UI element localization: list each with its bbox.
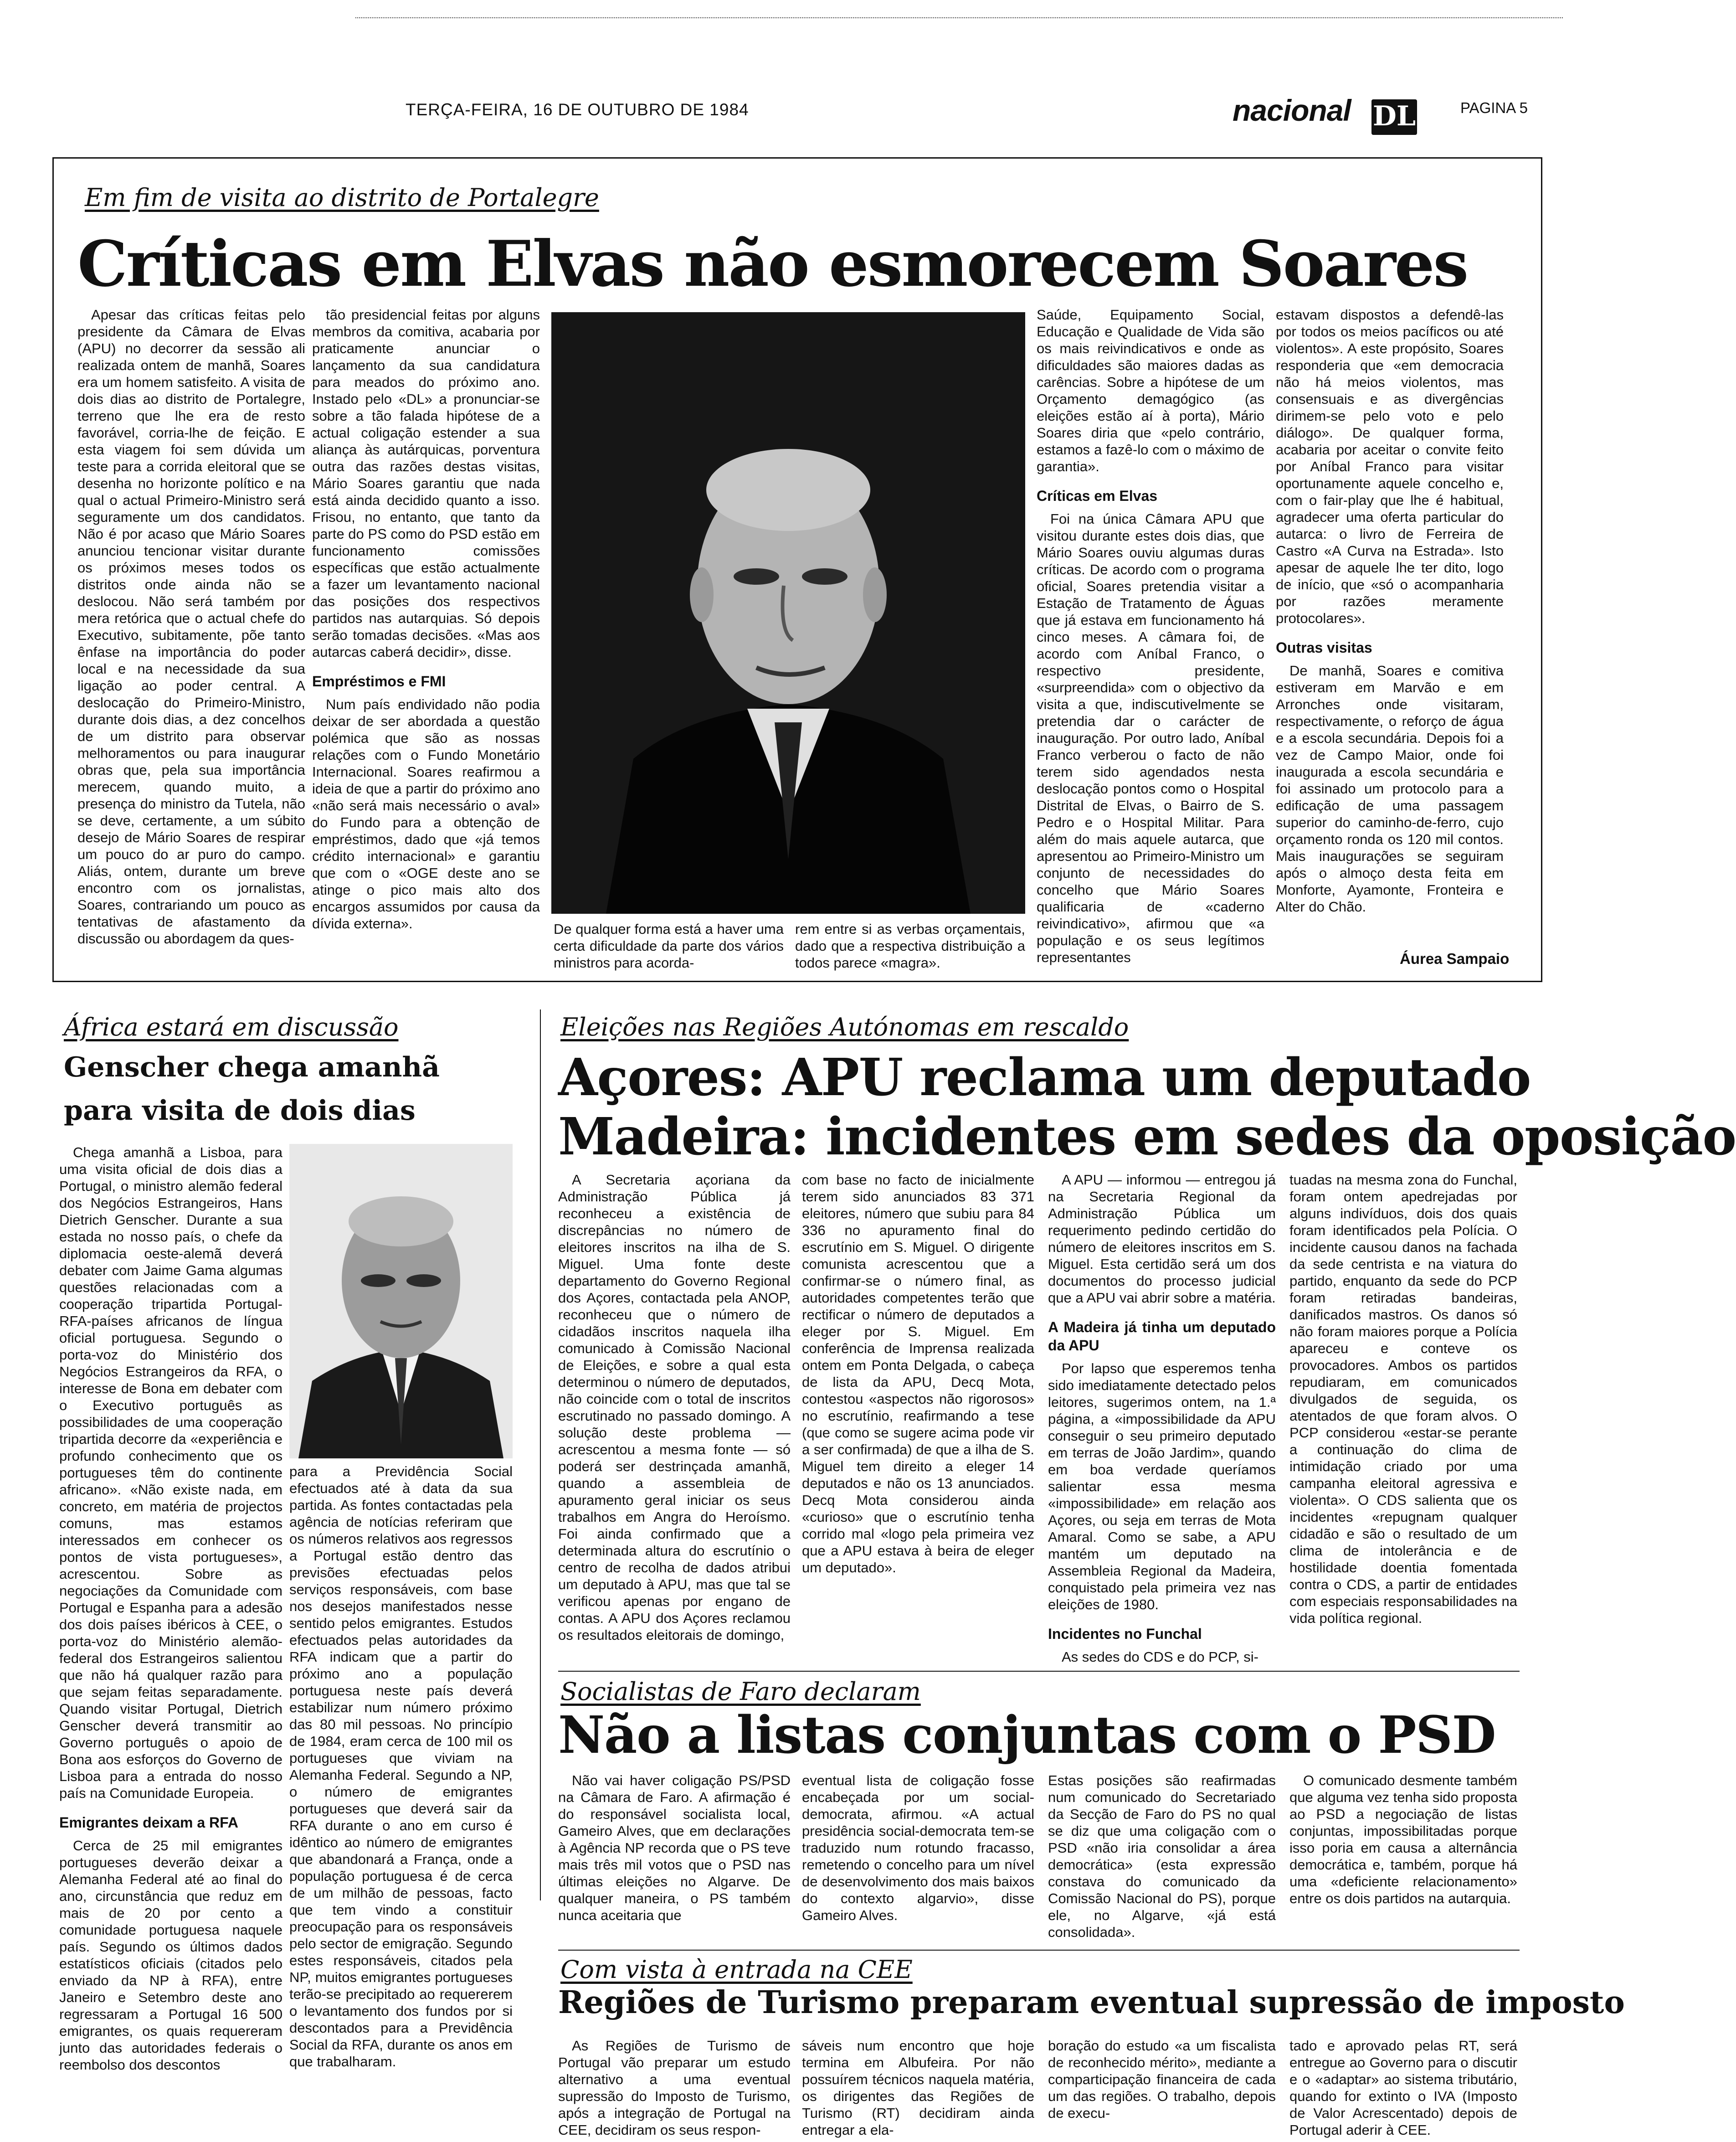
article-column <box>802 2037 1034 2140</box>
article-headline: Açores: APU reclama um deputado <box>558 1048 1531 1107</box>
article-column <box>1048 2037 1276 2140</box>
article-paragraph: Por lapso que esperemos tenha sido imediatamente detectado pelos leitores, sugerimos ontem, na 1.ª página, a «impossibilidade da APU conseguir o seu primeiro deputado em terras de João Jardim», quando em boa verdade queríamos salientar essa mesma «impossibilidade» em relação aos Açores, ou seja em terras de Mota Amaral. Como se sabe, a APU mantém um deputado na Assembleia Regional da Madeira, conquistado pela primeira vez nas eleições de 1980. <box>1048 1360 1276 1612</box>
article-headline: Críticas em Elvas não esmorecem Soares <box>77 227 1468 301</box>
article-column <box>1048 1171 1276 1700</box>
photo-caption-text <box>795 921 1025 975</box>
article-paragraph: estavam dispostos a defendê-las por todos os meios pacíficos ou até violentos». A este propósito, Soares responderia que «em democracia não há meios violentos, mas consensuais e as divergências dirimem-se pelo voto e pelo diálogo». De qualquer forma, acabaria por aceitar o convite feito por Aníbal Franco para visitar oportunamente aquele concelho e, com o fair-play que lhe é habitual, agradecer uma oferta particular do autarca: o livro de Ferreira de Castro «A Curva na Estrada». Isto apesar de aquele lhe ter dito, logo de início, que «só o acompanharia por razões meramente protocolares». <box>1276 307 1504 626</box>
subheading: Críticas em Elvas <box>1037 488 1158 504</box>
article-column <box>558 1772 791 1945</box>
article-paragraph: A Secretaria açoriana da Administração Pública já reconheceu a existência de discrepâncias no número de eleitores inscritos na ilha de S. Miguel. Uma fonte deste departamento do Governo Regional dos Açores, contactada pela ANOP, reconheceu que o número de cidadãos inscritos naquela ilha comunicado à Comissão Nacional de Eleições, e sobre a qual esta determinou o número de deputados, não coincide com o total de inscritos escrutinado no passado domingo. A solução deste problema — acrescentou a mesma fonte — só poderá ser destrinçada amanhã, quando a assembleia de apuramento geral iniciar os seus trabalhos em Angra do Heroísmo. Foi ainda confirmado que a determinada altura do escrutínio o centro de recolha de dados atribui um deputado à APU, mas que tal se verificou apenas por engano de contas. A APU dos Açores reclamou os resultados eleitorais de domingo, <box>558 1172 791 1643</box>
article-column <box>1289 2037 1517 2140</box>
article-kicker: Eleições nas Regiões Autónomas em rescaldo <box>560 1013 1129 1041</box>
article-paragraph: boração do estudo «a um fiscalista de reconhecido mérito», mediante a comparticipação financeira de cada um das regiões. O trabalho, depois de execu- <box>1048 2038 1276 2121</box>
article-column <box>1289 1772 1517 1945</box>
article-paragraph: Cerca de 25 mil emigrantes portugueses deverão deixar a Alemanha Federal até ao final do ano, circunstância que reduz em mais de 20 por cento a comunidade portuguesa naquele país. Segundo os últimos dados estatísticos oficiais (citados pelo enviado da NP à RFA), entre Janeiro e Setembro deste ano regressaram a Portugal 16 500 emigrantes, os quais requereram junto das autoridades federais o reembolso dos descontos <box>59 1838 282 2073</box>
subheading: Emigrantes deixam a RFA <box>59 1814 239 1831</box>
article-column <box>1276 306 1504 944</box>
article-paragraph: rem entre si as verbas orçamentais, dado que a respectiva distribuição a todos parece «magra». <box>795 921 1025 971</box>
section-divider <box>558 1950 1520 1951</box>
article-column <box>558 1171 791 1700</box>
article-kicker: Com vista à entrada na CEE <box>560 1955 913 1984</box>
article-kicker: Em fim de visita ao distrito de Portalegre <box>85 183 599 212</box>
article-paragraph: eventual lista de coligação fosse encabeçada por um social-democrata, afirmou. «A actual presidência social-democrata tem-se traduzido num rotundo fracasso, remetendo o concelho para um nível de desenvolvimento dos mais baixos do contexto algarvio», disse Gameiro Alves. <box>802 1772 1034 1923</box>
article-headline: Genscher chega amanhã <box>64 1051 440 1083</box>
issue-date: TERÇA-FEIRA, 16 DE OUTUBRO DE 1984 <box>406 100 749 119</box>
article-column <box>1048 1772 1276 1945</box>
article-paragraph: Num país endividado não podia deixar de ser abordada a questão polémica que são as nossas relações com o Fundo Monetário Internacional. Soares reafirmou a ideia de que a partir do próximo ano «não será mais necessário o aval» do Fundo para a obtenção de empréstimos, dado que «já temos crédito internacional» e garantiu que com o «OGE deste ano se atinge o pico mais alto dos encargos assumidos por causa da dívida externa». <box>312 696 540 932</box>
article-paragraph: com base no facto de inicialmente terem sido anunciados 83 371 eleitores, número que subiu para 84 336 no apuramento final do escrutínio em S. Miguel. O dirigente comunista acrescentou que a confirmar-se o número final, as autoridades competentes terão que rectificar o número de deputados a eleger por S. Miguel. Em conferência de Imprensa realizada ontem em Ponta Delgada, o cabeça de lista da APU, Decq Mota, contestou «aspectos não rigorosos» no escrutínio, reafirmando a tese (que como se sugere acima pode vir a ser confirmada) de que a ilha de S. Miguel tem direito a eleger 14 deputados e não os 13 anunciados. Decq Mota considerou ainda «curioso» que o escrutínio tenha corrido mal «logo pela primeira vez que a APU estava à beira de eleger um deputado». <box>802 1172 1034 1576</box>
article-paragraph: As Regiões de Turismo de Portugal vão preparar um estudo alternativo a uma eventual supressão do Imposto de Turismo, após a integração de Portugal na CEE, decidiram os seus respon- <box>558 2038 791 2138</box>
article-column <box>802 1171 1034 1700</box>
article-column <box>802 1772 1034 1945</box>
article-paragraph: De qualquer forma está a haver uma certa dificuldade da parte dos vários ministros para acorda- <box>554 921 784 971</box>
article-headline: Regiões de Turismo preparam eventual supressão de imposto <box>558 1984 1625 2021</box>
article-paragraph: Estas posições são reafirmadas num comunicado do Secretariado da Secção de Faro do PS no qual se diz que uma coligação com o PSD «não iria consolidar a área democrática» (esta expressão constava do comunicado da Comissão Nacional do PS), porque ele, no Algarve, «já está consolidada». <box>1048 1772 1276 1940</box>
article-column <box>1289 1171 1517 1700</box>
column-divider <box>540 1009 541 1900</box>
section-title: nacional <box>1233 93 1351 127</box>
subheading: Outras visitas <box>1276 639 1372 656</box>
subheading: Empréstimos e FMI <box>312 673 446 690</box>
article-paragraph: A APU — informou — entregou já na Secretaria Regional da Administração Pública um requerimento pedindo certidão do número de eleitores inscritos em S. Miguel. Esta certidão será um dos documentos do processo judicial que a APU vai abrir sobre a matéria. <box>1048 1172 1276 1306</box>
page-number: PAGINA 5 <box>1460 99 1528 116</box>
article-paragraph: para a Previdência Social efectuados até à data da sua partida. As fontes contactadas pela agência de notícias referiram que os números relativos aos regressos a Portugal estão dentro das previsões efectuadas pelos serviços responsáveis, com base nos desejos manifestados nesse sentido pelos emigrantes. Estudos efectuados pelas autoridades da RFA indicam que a partir do próximo ano a população portuguesa neste país deverá estabilizar num número próximo das 80 mil pessoas. No princípio de 1984, eram cerca de 100 mil os portugueses que viviam na Alemanha Federal. Segundo a NP, o número de emigrantes portugueses que deverá sair da RFA durante o ano em curso é idêntico ao número de emigrantes que abandonará a França, onde a população portuguesa é de cerca de um milhão de pessoas, facto que tem vindo a constituir preocupação para os responsáveis pelo sector de emigração. Segundo estes responsáveis, citados pela NP, muitos emigrantes portugueses terão-se precipitado ao requererem o levantamento dos fundos por si descontados para a Previdência Social da RFA, durante os anos em que trabalharam. <box>289 1463 513 2070</box>
soares-photo <box>551 312 1025 914</box>
article-kicker: África estará em discussão <box>64 1013 399 1041</box>
article-paragraph: tão presidencial feitas por alguns membros da comitiva, acabaria por praticamente anunciar o lançamento da sua candidatura para meados do próximo ano. Instado pelo «DL» a pronunciar-se sobre a tão falada hipótese de a actual coligação estender a sua aliança às autárquicas, porventura outra das razões destas visitas, Mário Soares garantiu que nada está ainda decidido quanto a isso. Frisou, no entanto, que tanto da parte do PS como do PSD estão em funcionamento comissões específicas que estão actualmente a fazer um levantamento nacional das posições dos respectivos partidos nas autarquias. Só depois serão tomadas decisões. «Mas aos autarcas caberá decidir», disse. <box>312 307 540 660</box>
page-top-edge <box>355 0 1563 18</box>
article-column <box>289 1463 513 2142</box>
subheading: Incidentes no Funchal <box>1048 1626 1202 1642</box>
article-column <box>1037 306 1264 976</box>
article-paragraph: Saúde, Equipamento Social, Educação e Qualidade de Vida são os mais reivindicativos e onde as dificuldades são maiores dadas as carências. Sobre a hipótese de um Orçamento demagógico (as eleições estão aí à porta), Mário Soares diria que «pelo contrário, estamos a fazê-lo com o máximo de garantia». <box>1037 307 1264 474</box>
article-paragraph: As sedes do CDS e do PCP, si- <box>1062 1649 1258 1665</box>
article-paragraph: Foi na única Câmara APU que visitou durante estes dois dias, que Mário Soares ouviu algumas duras críticas. De acordo com o programa oficial, Soares pretendia visitar a Estação de Tratamento de Águas que já estava em funcionamento há cinco meses. A câmara foi, de acordo com Aníbal Franco, o respectivo presidente, «surpreendida» com o objectivo da visita a que, indiscutivelmente se pretendia dar o carácter de inauguração. Por outro lado, Aníbal Franco verberou o facto de não terem sido agendados nesta deslocação pontos como o Hospital Distrital de Elvas, o Bairro de S. Pedro e o Hospital Militar. Para além do mais aquele autarca, que apresentou ao Primeiro-Ministro um conjunto de necessidades do concelho que Mário Soares qualificaria de «caderno reivindicativo», afirmou que «a população e os seus legítimos representantes <box>1037 511 1264 965</box>
article-paragraph: tuadas na mesma zona do Funchal, foram ontem apedrejadas por alguns indivíduos, dois dos quais foram identificados pela Polícia. O incidente causou danos na fachada da sede centrista e na viatura do partido, enquanto da sede do PCP foram retiradas bandeiras, danificados mastros. Os danos só não foram maiores porque a Polícia apareceu e conteve os provocadores. Ambos os partidos repudiaram, em comunicados divulgados de seguida, os atentados de que foram alvos. O PCP considerou «estar-se perante a continuação do clima de intimidação criado por uma campanha eleitoral agressiva e violenta». O CDS salienta que os incidentes «repugnam qualquer cidadão e são o resultado de um clima de intolerância e de hostilidade doentia fomentada contra o CDS, a partir de entidades com especiais responsabilidades na vida política regional. <box>1289 1172 1517 1626</box>
photo-caption-text <box>554 921 784 975</box>
article-headline: Madeira: incidentes em sedes da oposição <box>558 1107 1736 1167</box>
article-paragraph: tado e aprovado pelas RT, será entregue ao Governo para o discutir e o «adaptar» ao sistema tributário, quando for extinto o IVA (Imposto de Valor Acrescentado) depois de Portugal aderir à CEE. <box>1289 2038 1517 2138</box>
genscher-photo <box>289 1144 513 1458</box>
article-paragraph: O comunicado desmente também que alguma vez tenha sido proposta ao PSD a negociação de listas conjuntas, impossibilitadas porque isso poria em causa a alternância democrática e, também, porque há uma «deficiente relacionamento» entre os dois partidos na autarquia. <box>1289 1772 1517 1906</box>
article-paragraph: Apesar das críticas feitas pelo presidente da Câmara de Elvas (APU) no decorrer da sessão ali realizada ontem de manhã, Soares era um homem satisfeito. A visita de dois dias ao distrito de Portalegre, terreno que lhe era de resto favorável, corria-lhe de feição. E esta viagem foi sem dúvida um teste para a corrida eleitoral que se desenha no horizonte político e na qual o actual Primeiro-Ministro será seguramente um dos candidatos. Não é por acaso que Mário Soares anunciou tencionar visitar durante os próximos meses todos os distritos onde ainda não se deslocou. Não será também por mera retórica que o actual chefe do Executivo, subitamente, põe tanto ênfase na importância do poder local e na necessidade da sua ligação ao poder central. A deslocação do Primeiro-Ministro, durante dois dias, a dez concelhos de um distrito para observar melhoramentos ou para inaugurar obras que, pela sua importância merecem, quando muito, a presença do ministro da Tutela, não se deve, certamente, a um súbito desejo de Mário Soares de respirar um pouco do ar puro do campo. Aliás, ontem, durante um breve encontro com os jornalistas, Soares, contrariando um pouco as tentativas de afastamento da discussão ou abordagem da ques- <box>77 307 305 947</box>
article-column <box>59 1144 282 2142</box>
author-byline: Áurea Sampaio <box>1400 950 1510 967</box>
article-paragraph: sáveis num encontro que hoje termina em Albufeira. Por não possuírem técnicos naquela matéria, os dirigentes das Regiões de Turismo (RT) decidiram ainda entregar a ela- <box>802 2038 1034 2138</box>
article-paragraph: Não vai haver coligação PS/PSD na Câmara de Faro. A afirmação é do responsável socialista local, Gameiro Alves, que em declarações à Agência NP recorda que o PS teve mais três mil votos que o PSD nas últimas eleições no Algarve. De qualquer maneira, o PS também nunca aceitaria que <box>558 1772 791 1923</box>
article-column <box>312 306 540 967</box>
article-headline: Não a listas conjuntas com o PSD <box>558 1705 1496 1765</box>
article-paragraph: De manhã, Soares e comitiva estiveram em Marvão e em Arronches onde visitaram, respectivamente, o reforço de água e a escola secundária. Depois foi a vez de Campo Maior, onde foi inaugurada a escola secundária e foi assinado um protocolo para a edificação de uma passagem superior do caminho-de-ferro, cujo orçamento ronda os 120 mil contos. Mais inaugurações se seguiram após o almoço desta feita em Monforte, Ayamonte, Fronteira e Alter do Chão. <box>1276 663 1504 915</box>
article-column <box>77 306 305 967</box>
subheading: A Madeira já tinha um deputado da APU <box>1048 1319 1276 1354</box>
section-divider <box>558 1671 1520 1672</box>
newspaper-logo: DL <box>1371 99 1417 135</box>
article-paragraph: Chega amanhã a Lisboa, para uma visita oficial de dois dias a Portugal, o ministro alemão federal dos Negócios Estrangeiros, Hans Dietrich Genscher. Durante a sua estada no nosso país, o chefe da diplomacia oeste-alemã deverá debater com Jaime Gama algumas questões relacionadas com a cooperação tripartida Portugal-RFA-países africanos de língua oficial portuguesa. Segundo o porta-voz do Ministério dos Negócios Estrangeiros da RFA, o interesse de Bona em debater com o Executivo português as possibilidades de uma cooperação tripartida decorre da «experiência e profundo conhecimento que os portugueses têm do continente africano». «Não existe nada, em concreto, em matéria de projectos comuns, mas estamos interessados em conhecer os pontos de vista portugueses», acrescentou. Sobre as negociações da Comunidade com Portugal e Espanha para a adesão dos dois países ibéricos à CEE, o porta-voz do Ministério alemão-federal dos Estrangeiros salientou que não há qualquer razão para que sejam feitas separadamente. Quando visitar Portugal, Dietrich Genscher deverá transmitir ao Governo português o apoio de Bona aos esforços do Governo de Lisboa para a entrada do nosso país na Comunidade Europeia. <box>59 1144 282 1801</box>
article-headline: para visita de dois dias <box>64 1095 416 1127</box>
article-column <box>558 2037 791 2140</box>
article-kicker: Socialistas de Faro declaram <box>560 1677 921 1706</box>
